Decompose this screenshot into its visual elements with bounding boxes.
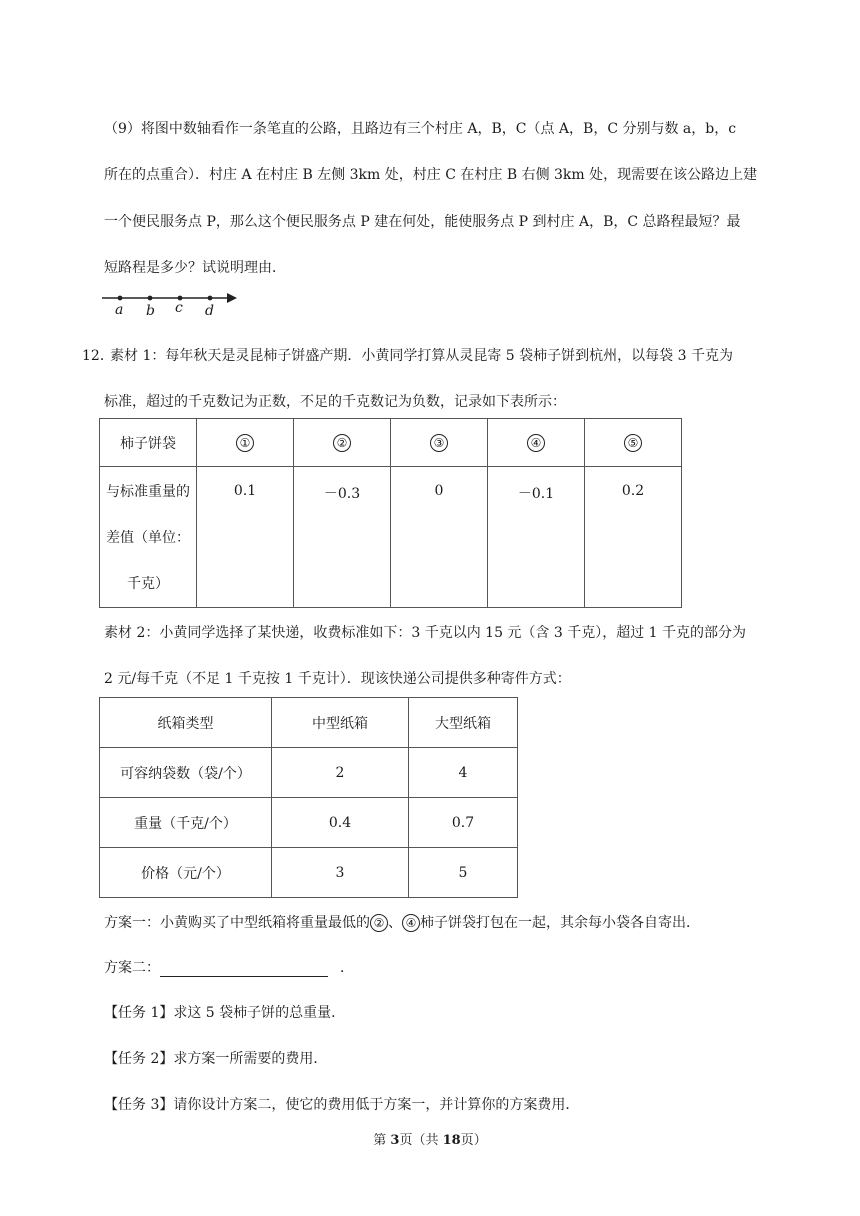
row-capacity-label: 可容纳袋数（袋/个） bbox=[100, 748, 272, 798]
capacity-medium: 2 bbox=[272, 748, 409, 798]
task-1: 【任务 1】求这 5 袋柿子饼的总重量． bbox=[104, 1005, 346, 1021]
label-b: b bbox=[146, 303, 155, 319]
q9-line-2: 所在的点重合）．村庄 A 在村庄 B 左侧 3km 处，村庄 C 在村庄 B 右侧 3km 处，现需要在该公路边上建 bbox=[104, 167, 758, 183]
weight-large: 0.7 bbox=[409, 798, 518, 848]
weight-medium: 0.4 bbox=[272, 798, 409, 848]
row-weight-label: 重量（千克/个） bbox=[100, 798, 272, 848]
diff-bag-4: －0.1 bbox=[488, 467, 585, 608]
bag-3-header: ③ bbox=[430, 434, 448, 452]
diff-bag-5: 0.2 bbox=[585, 467, 682, 608]
diff-bag-1: 0.1 bbox=[197, 467, 294, 608]
table-row bbox=[100, 467, 682, 608]
point-b bbox=[148, 296, 153, 301]
label-c: c bbox=[175, 300, 183, 316]
material2-line-2: 2 元/每千克（不足 1 千克按 1 千克计）．现该快递公司提供多种寄件方式： bbox=[104, 671, 571, 687]
diff-bag-2: －0.3 bbox=[294, 467, 391, 608]
page-number: 3 bbox=[390, 1133, 400, 1148]
q9-line-4: 短路程是多少？试说明理由． bbox=[104, 260, 286, 276]
table-row bbox=[100, 419, 682, 467]
q9-line-3: 一个便民服务点 P，那么这个便民服务点 P 建在何处，能使服务点 P 到村庄 A，B，C 总路程最短？最 bbox=[104, 214, 741, 230]
box-header-medium: 中型纸箱 bbox=[272, 698, 409, 748]
plan-two: 方案二： ． bbox=[104, 960, 354, 976]
box-header-large: 大型纸箱 bbox=[409, 698, 518, 748]
bag-5-header: ⑤ bbox=[624, 434, 642, 452]
page-total: 18 bbox=[442, 1133, 461, 1148]
number-line-figure bbox=[100, 288, 245, 326]
box-type-table bbox=[99, 697, 518, 898]
bag-2-marker: ② bbox=[370, 914, 388, 932]
task-2: 【任务 2】求方案一所需要的费用． bbox=[104, 1051, 328, 1067]
arrow-icon bbox=[227, 293, 237, 303]
diff-bag-3: 0 bbox=[391, 467, 488, 608]
table-row bbox=[100, 848, 518, 898]
box-header-type: 纸箱类型 bbox=[100, 698, 272, 748]
material2-line-1: 素材 2：小黄同学选择了某快递，收费标准如下：3 千克以内 15 元（含 3 千克），超过 1 千克的部分为 bbox=[104, 625, 747, 641]
label-d: d bbox=[205, 303, 214, 319]
q9-line-1: （9）将图中数轴看作一条笔直的公路，且路边有三个村庄 A，B，C（点 A，B，C 分别与数 a，b，c bbox=[104, 121, 737, 137]
bag-2-header: ② bbox=[333, 434, 351, 452]
bag-4-marker: ④ bbox=[402, 914, 420, 932]
answer-blank[interactable] bbox=[160, 962, 328, 977]
table1-header: 柿子饼袋 bbox=[100, 419, 197, 467]
plan-one: 方案一：小黄购买了中型纸箱将重量最低的 ② 、 ④ 柿子饼袋打包在一起，其余每小袋各自寄出． bbox=[104, 915, 700, 931]
price-medium: 3 bbox=[272, 848, 409, 898]
q12-material1-line-2: 标准，超过的千克数记为正数，不足的千克数记为负数，记录如下表所示： bbox=[104, 394, 566, 410]
point-d bbox=[208, 296, 213, 301]
point-a bbox=[118, 296, 123, 301]
row-price-label: 价格（元/个） bbox=[100, 848, 272, 898]
table-row bbox=[100, 798, 518, 848]
bag-4-header: ④ bbox=[527, 434, 545, 452]
q12-number: 12． bbox=[82, 348, 114, 364]
table-row bbox=[100, 748, 518, 798]
row-label-diff: 与标准重量的 差值（单位： 千克） bbox=[100, 467, 197, 608]
q12-material1-line-1: 素材 1：每年秋天是灵昆柿子饼盛产期．小黄同学打算从灵昆寄 5 袋柿子饼到杭州，以每袋 3 千克为 bbox=[110, 348, 733, 364]
bag-1-header: ① bbox=[236, 434, 254, 452]
page-footer: 第 3页（共 18页） bbox=[373, 1133, 487, 1148]
task-3: 【任务 3】请你设计方案二，使它的费用低于方案一，并计算你的方案费用． bbox=[104, 1097, 580, 1113]
price-large: 5 bbox=[409, 848, 518, 898]
label-a: a bbox=[115, 302, 124, 318]
capacity-large: 4 bbox=[409, 748, 518, 798]
table-row bbox=[100, 698, 518, 748]
weight-diff-table bbox=[99, 418, 682, 608]
